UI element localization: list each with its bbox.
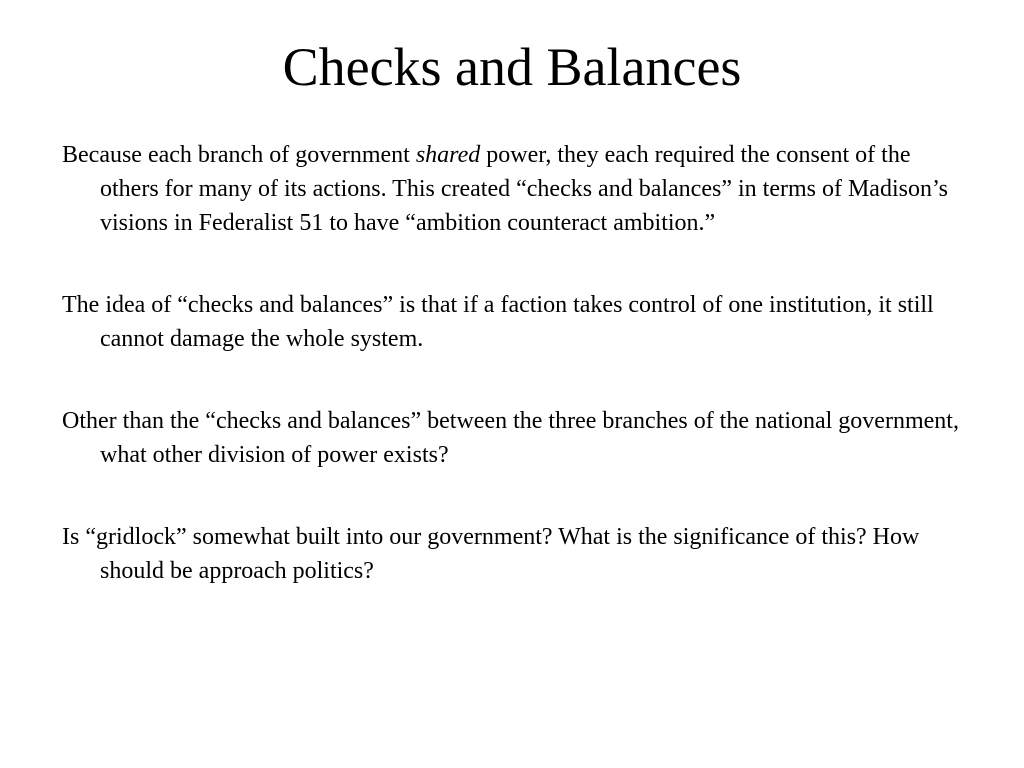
paragraph-4: Is “gridlock” somewhat built into our government? What is the significance of this? How should be approach politics? <box>62 524 920 584</box>
paragraph-1-after: power, they each required the consent of the others for many of its actions. This created “checks and balances” in terms of Madison’s visions in Federalist 51 to have “ambition counteract ambition.” <box>100 142 948 236</box>
slide-body <box>62 138 972 636</box>
paragraph-2: The idea of “checks and balances” is that if a faction takes control of one institution, it still cannot damage the whole system. <box>62 292 934 352</box>
paragraph-1-before: Because each branch of government <box>62 142 416 168</box>
paragraph-3: Other than the “checks and balances” between the three branches of the national government, what other division of power exists? <box>62 408 959 468</box>
slide-title: Checks and Balances <box>282 37 742 97</box>
paragraph-1-emphasis: shared <box>415 142 481 168</box>
paragraph-1 <box>62 138 972 240</box>
